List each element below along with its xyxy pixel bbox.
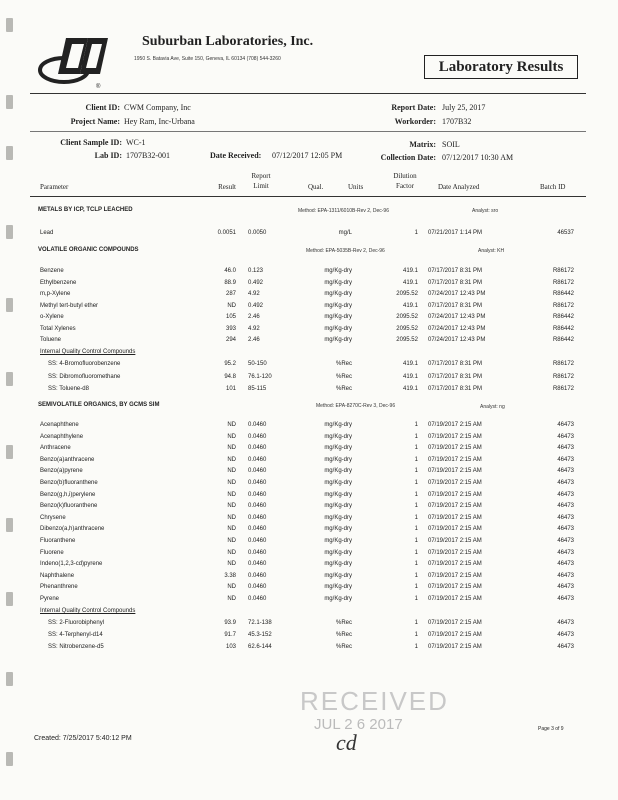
cell-units: mg/Kg-dry <box>324 433 352 440</box>
cell-batch-id: 46473 <box>557 538 574 544</box>
cell-parameter: SS: Toluene-d8 <box>48 386 89 392</box>
cell-parameter: SS: Nitrobenzene-d5 <box>48 644 104 650</box>
cell-result: ND <box>227 445 236 452</box>
cell-result: 0.0051 <box>217 230 236 236</box>
cell-dilution: 1 <box>414 572 418 579</box>
project-name-value: Hey Ram, Inc-Urbana <box>124 117 195 126</box>
table-row <box>0 445 618 457</box>
col-report-limit: Limit <box>253 182 269 190</box>
cell-batch-id: 46473 <box>557 480 574 486</box>
cell-result: ND <box>227 526 236 533</box>
cell-date-analyzed: 07/19/2017 2:15 AM <box>428 526 482 533</box>
date-received-label: Date Received: <box>210 151 262 160</box>
cell-batch-id: 46473 <box>557 549 574 556</box>
qc-row <box>0 386 618 398</box>
cell-units: mg/Kg-dry <box>324 337 352 343</box>
cell-report-limit: 50-150 <box>248 361 267 367</box>
cell-dilution: 1 <box>414 491 418 498</box>
cell-parameter: Pyrene <box>40 596 60 602</box>
cell-parameter: Fluoranthene <box>40 538 76 544</box>
cell-dilution: 1 <box>414 514 418 521</box>
cell-batch-id: 46473 <box>557 526 574 533</box>
qc-row <box>0 620 618 632</box>
page-number: Page 3 of 9 <box>538 726 564 732</box>
cell-report-limit: 0.492 <box>248 302 264 309</box>
cell-batch-id: 46473 <box>557 468 574 475</box>
section-analyst-svoc: Analyst: ng <box>480 404 505 410</box>
cell-parameter: Acenaphthylene <box>40 433 84 440</box>
cell-result: 91.7 <box>224 632 236 638</box>
cell-batch-id: 46473 <box>557 503 574 510</box>
col-qual: Qual. <box>308 183 324 191</box>
cell-report-limit: 45.3-152 <box>248 632 272 638</box>
cell-result: ND <box>227 491 236 498</box>
client-id-value: CWM Company, Inc <box>124 103 191 112</box>
cell-units: mg/Kg-dry <box>324 314 352 320</box>
table-row <box>0 503 618 515</box>
cell-date-analyzed: 07/19/2017 2:15 AM <box>428 584 482 591</box>
cell-report-limit: 0.0460 <box>248 433 267 440</box>
col-dilution-factor: Factor <box>396 182 414 190</box>
cell-batch-id: 46473 <box>557 584 574 591</box>
received-stamp-date: JUL 2 6 2017 <box>314 716 403 733</box>
binder-hole <box>6 146 13 160</box>
cell-date-analyzed: 07/17/2017 8:31 PM <box>428 361 483 367</box>
cell-result: ND <box>227 422 236 428</box>
col-units: Units <box>348 183 364 191</box>
table-row <box>0 434 618 446</box>
binder-hole <box>6 672 13 686</box>
cell-dilution: 1 <box>414 632 418 638</box>
section-method-metals: Method: EPA-1311/6010B-Rev 2, Dec-96 <box>298 208 389 214</box>
binder-hole <box>6 95 13 109</box>
cell-report-limit: 62.6-144 <box>248 644 272 650</box>
divider-rule <box>30 131 586 132</box>
col-report-top: Report <box>251 172 271 180</box>
table-row <box>0 596 618 608</box>
workorder-value: 1707B32 <box>442 117 472 126</box>
cell-dilution: 1 <box>414 538 418 544</box>
table-row <box>0 550 618 562</box>
cell-result: 294 <box>225 337 236 343</box>
cell-parameter: Benzo(k)fluoranthene <box>40 503 98 510</box>
cell-dilution: 419.1 <box>402 373 418 380</box>
table-row <box>0 337 618 349</box>
cell-result: 93.9 <box>224 620 236 626</box>
cell-dilution: 1 <box>414 561 418 568</box>
col-parameter: Parameter <box>40 183 69 191</box>
table-row <box>0 280 618 292</box>
cell-result: 287 <box>225 291 236 297</box>
table-row <box>0 515 618 527</box>
cell-date-analyzed: 07/17/2017 8:31 PM <box>428 268 483 274</box>
cell-date-analyzed: 07/19/2017 2:15 AM <box>428 503 482 510</box>
cell-report-limit: 0.0460 <box>248 596 267 602</box>
cell-report-limit: 0.123 <box>248 268 264 274</box>
cell-report-limit: 0.492 <box>248 279 264 286</box>
cell-date-analyzed: 07/24/2017 12:43 PM <box>428 314 486 320</box>
cell-batch-id: R86172 <box>552 279 574 286</box>
cell-units: mg/Kg-dry <box>324 584 352 591</box>
cell-parameter: Methyl tert-butyl ether <box>40 302 99 309</box>
cell-batch-id: R86172 <box>552 268 574 274</box>
cell-batch-id: R86172 <box>552 386 574 392</box>
cell-dilution: 1 <box>414 433 418 440</box>
cell-batch-id: 46537 <box>557 230 574 236</box>
cell-report-limit: 0.0460 <box>248 491 267 498</box>
cell-dilution: 1 <box>414 596 418 602</box>
cell-result: 393 <box>225 325 236 332</box>
cell-parameter: Naphthalene <box>40 572 75 579</box>
qc-row <box>0 361 618 373</box>
project-name-label: Project Name: <box>70 117 120 126</box>
table-row <box>0 422 618 434</box>
cell-units: mg/Kg-dry <box>324 561 352 568</box>
cell-batch-id: 46473 <box>557 514 574 521</box>
section-analyst-voc: Analyst: KH <box>478 248 505 254</box>
binder-hole <box>6 18 13 32</box>
cell-result: 88.9 <box>224 279 236 286</box>
binder-hole <box>6 752 13 766</box>
cell-report-limit: 0.0460 <box>248 422 267 428</box>
cell-units: mg/Kg-dry <box>324 526 352 533</box>
cell-dilution: 419.1 <box>402 302 418 309</box>
cell-dilution: 1 <box>414 620 418 626</box>
cell-units: mg/Kg-dry <box>324 572 352 579</box>
cell-result: 105 <box>225 314 236 320</box>
cell-units: mg/Kg-dry <box>324 503 352 510</box>
cell-result: 101 <box>225 386 236 392</box>
cell-report-limit: 0.0460 <box>248 514 267 521</box>
cell-date-analyzed: 07/19/2017 2:15 AM <box>428 538 482 544</box>
cell-dilution: 2095.52 <box>396 337 418 343</box>
cell-parameter: Phenanthrene <box>40 584 78 591</box>
cell-batch-id: 46473 <box>557 422 574 428</box>
cell-result: ND <box>227 468 236 475</box>
cell-report-limit: 0.0460 <box>248 456 267 463</box>
section-method-svoc: Method: EPA-8270C-Rev 3, Dec-96 <box>316 403 396 409</box>
cell-units: mg/Kg-dry <box>324 268 352 274</box>
table-header-rule <box>30 196 586 197</box>
matrix-value: SOIL <box>442 140 460 149</box>
cell-batch-id: 46473 <box>557 632 574 638</box>
cell-batch-id: R86172 <box>552 302 574 309</box>
workorder-label: Workorder: <box>394 117 436 126</box>
col-dilution-top: Dilution <box>393 172 417 180</box>
table-row <box>0 230 618 242</box>
cell-batch-id: 46473 <box>557 491 574 498</box>
cell-report-limit: 2.46 <box>248 314 260 320</box>
cell-report-limit: 0.0460 <box>248 503 267 510</box>
cell-result: ND <box>227 538 236 544</box>
table-row <box>0 468 618 480</box>
cell-report-limit: 0.0460 <box>248 572 267 579</box>
cell-report-limit: 0.0460 <box>248 538 267 544</box>
cell-date-analyzed: 07/17/2017 8:31 PM <box>428 373 483 380</box>
cell-date-analyzed: 07/24/2017 12:43 PM <box>428 291 486 297</box>
cell-dilution: 1 <box>414 230 418 236</box>
qc-row <box>0 374 618 386</box>
cell-report-limit: 85-115 <box>248 386 267 392</box>
cell-units: %Rec <box>335 373 352 380</box>
cell-units: mg/Kg-dry <box>324 302 352 309</box>
cell-date-analyzed: 07/19/2017 2:15 AM <box>428 445 482 452</box>
cell-dilution: 1 <box>414 456 418 463</box>
cell-parameter: SS: 4-Bromofluorobenzene <box>48 361 121 367</box>
cell-result: ND <box>227 433 236 440</box>
cell-units: mg/Kg-dry <box>324 549 352 556</box>
table-row <box>0 492 618 504</box>
cell-date-analyzed: 07/21/2017 1:14 PM <box>428 230 483 236</box>
cell-units: mg/Kg-dry <box>324 279 352 286</box>
col-batch-id: Batch ID <box>540 183 566 191</box>
cell-date-analyzed: 07/19/2017 2:15 AM <box>428 456 482 463</box>
cell-units: %Rec <box>335 620 352 626</box>
cell-date-analyzed: 07/17/2017 8:31 PM <box>428 302 483 309</box>
cell-parameter: Lead <box>40 230 54 236</box>
cell-report-limit: 4.92 <box>248 325 260 332</box>
cell-dilution: 1 <box>414 480 418 486</box>
received-stamp: RECEIVED <box>300 686 449 716</box>
cell-date-analyzed: 07/19/2017 2:15 AM <box>428 596 482 602</box>
table-row <box>0 584 618 596</box>
cell-parameter: Benzo(a)anthracene <box>40 456 95 463</box>
qc-row <box>0 632 618 644</box>
date-received-value: 07/12/2017 12:05 PM <box>272 151 343 160</box>
section-method-voc: Method: EPA-5035B-Rev 2, Dec-96 <box>306 248 385 254</box>
col-result: Result <box>218 183 236 191</box>
cell-units: mg/Kg-dry <box>324 325 352 332</box>
handwritten-initials: cd <box>336 730 357 755</box>
cell-dilution: 1 <box>414 644 418 650</box>
cell-parameter: Fluorene <box>40 549 64 556</box>
cell-result: ND <box>227 503 236 510</box>
report-date-value: July 25, 2017 <box>442 103 486 112</box>
cell-units: mg/Kg-dry <box>324 445 352 452</box>
cell-parameter: Benzo(g,h,i)perylene <box>40 491 96 498</box>
cell-dilution: 1 <box>414 422 418 428</box>
cell-parameter: SS: Dibromofluoromethane <box>48 373 121 380</box>
cell-date-analyzed: 07/19/2017 2:15 AM <box>428 572 482 579</box>
cell-batch-id: 46473 <box>557 445 574 452</box>
cell-date-analyzed: 07/19/2017 2:15 AM <box>428 549 482 556</box>
cell-report-limit: 0.0460 <box>248 468 267 475</box>
lab-id-value: 1707B32-001 <box>126 151 170 160</box>
cell-parameter: Acenaphthene <box>40 422 79 428</box>
cell-dilution: 1 <box>414 584 418 591</box>
table-row <box>0 561 618 573</box>
cell-date-analyzed: 07/19/2017 2:15 AM <box>428 561 482 568</box>
table-row <box>0 303 618 315</box>
cell-parameter: Indeno(1,2,3-cd)pyrene <box>40 561 103 568</box>
cell-parameter: Benzene <box>40 268 64 274</box>
cell-result: ND <box>227 584 236 591</box>
cell-parameter: Chrysene <box>40 514 66 521</box>
cell-report-limit: 0.0460 <box>248 584 267 591</box>
report-date-label: Report Date: <box>391 103 436 112</box>
cell-date-analyzed: 07/24/2017 12:43 PM <box>428 325 486 332</box>
cell-dilution: 1 <box>414 526 418 533</box>
section-title-svoc: SEMIVOLATILE ORGANICS, BY GCMS SIM <box>38 402 160 408</box>
cell-parameter: Toluene <box>40 337 62 343</box>
cell-batch-id: 46473 <box>557 572 574 579</box>
client-sample-id-value: WC-1 <box>126 138 146 147</box>
cell-dilution: 2095.52 <box>396 291 418 297</box>
cell-report-limit: 0.0460 <box>248 549 267 556</box>
qc-row <box>0 644 618 656</box>
cell-result: ND <box>227 456 236 463</box>
cell-batch-id: R86442 <box>552 337 574 343</box>
cell-parameter: Ethylbenzene <box>40 279 77 286</box>
header-rule <box>30 93 586 94</box>
matrix-label: Matrix: <box>409 140 436 149</box>
cell-batch-id: 46473 <box>557 596 574 602</box>
cell-batch-id: 46473 <box>557 644 574 650</box>
cell-parameter: Dibenzo(a,h)anthracene <box>40 526 105 533</box>
cell-batch-id: 46473 <box>557 561 574 568</box>
cell-report-limit: 76.1-120 <box>248 373 272 380</box>
table-row <box>0 326 618 338</box>
cell-date-analyzed: 07/19/2017 2:15 AM <box>428 468 482 475</box>
cell-date-analyzed: 07/17/2017 8:31 PM <box>428 386 483 392</box>
cell-parameter: Anthracene <box>40 445 71 452</box>
cell-units: mg/Kg-dry <box>324 291 352 297</box>
cell-units: %Rec <box>335 361 352 367</box>
cell-batch-id: R86442 <box>552 314 574 320</box>
cell-date-analyzed: 07/17/2017 8:31 PM <box>428 279 483 286</box>
client-id-label: Client ID: <box>85 103 120 112</box>
col-date-analyzed: Date Analyzed <box>438 183 480 191</box>
qc-title-svoc: Internal Quality Control Compounds <box>40 608 136 614</box>
cell-date-analyzed: 07/19/2017 2:15 AM <box>428 491 482 498</box>
cell-batch-id: 46473 <box>557 433 574 440</box>
cell-dilution: 419.1 <box>402 386 418 392</box>
cell-units: mg/L <box>338 230 352 236</box>
collection-date-label: Collection Date: <box>380 153 436 162</box>
cell-date-analyzed: 07/19/2017 2:15 AM <box>428 514 482 521</box>
cell-units: mg/Kg-dry <box>324 468 352 475</box>
cell-report-limit: 4.92 <box>248 291 260 297</box>
cell-date-analyzed: 07/19/2017 2:15 AM <box>428 632 482 638</box>
collection-date-value: 07/12/2017 10:30 AM <box>442 153 514 162</box>
cell-units: mg/Kg-dry <box>324 538 352 544</box>
cell-parameter: Total Xylenes <box>40 325 76 332</box>
table-row <box>0 314 618 326</box>
cell-units: %Rec <box>335 644 352 650</box>
cell-parameter: o-Xylene <box>40 314 64 320</box>
cell-result: ND <box>227 514 236 521</box>
company-address: 1950 S. Batavia Ave, Suite 150, Geneva, IL 60134 (708) 544-3260 <box>134 56 281 62</box>
cell-batch-id: R86442 <box>552 325 574 332</box>
cell-date-analyzed: 07/24/2017 12:43 PM <box>428 337 486 343</box>
cell-result: ND <box>227 549 236 556</box>
cell-result: 94.8 <box>224 373 236 380</box>
cell-date-analyzed: 07/19/2017 2:15 AM <box>428 644 482 650</box>
cell-dilution: 2095.52 <box>396 314 418 320</box>
cell-batch-id: R86172 <box>552 373 574 380</box>
cell-result: 3.38 <box>224 572 236 579</box>
cell-parameter: SS: 2-Fluorobiphenyl <box>48 620 105 626</box>
table-row <box>0 291 618 303</box>
document-title: Laboratory Results <box>424 55 578 79</box>
table-row <box>0 457 618 469</box>
qc-title-voc: Internal Quality Control Compounds <box>40 349 136 355</box>
cell-batch-id: 46473 <box>557 620 574 626</box>
cell-result: ND <box>227 302 236 309</box>
cell-result: ND <box>227 480 236 486</box>
cell-dilution: 1 <box>414 445 418 452</box>
cell-dilution: 1 <box>414 468 418 475</box>
table-row <box>0 526 618 538</box>
cell-report-limit: 0.0460 <box>248 445 267 452</box>
lab-id-label: Lab ID: <box>94 151 122 160</box>
cell-units: %Rec <box>335 386 352 392</box>
section-title-voc: VOLATILE ORGANIC COMPOUNDS <box>38 247 139 253</box>
cell-date-analyzed: 07/19/2017 2:15 AM <box>428 422 482 428</box>
cell-units: mg/Kg-dry <box>324 514 352 521</box>
cell-report-limit: 2.46 <box>248 337 260 343</box>
cell-dilution: 419.1 <box>402 268 418 274</box>
cell-result: 95.2 <box>224 361 236 367</box>
cell-batch-id: 46473 <box>557 456 574 463</box>
cell-dilution: 419.1 <box>402 279 418 286</box>
cell-result: 103 <box>225 644 236 650</box>
cell-dilution: 419.1 <box>402 361 418 367</box>
table-row <box>0 538 618 550</box>
company-logo-icon <box>36 30 116 90</box>
cell-report-limit: 0.0460 <box>248 561 267 568</box>
cell-units: mg/Kg-dry <box>324 480 352 486</box>
cell-dilution: 1 <box>414 503 418 510</box>
created-timestamp: Created: 7/25/2017 5:40:12 PM <box>34 735 132 742</box>
cell-date-analyzed: 07/19/2017 2:15 AM <box>428 620 482 626</box>
table-row <box>0 268 618 280</box>
cell-date-analyzed: 07/19/2017 2:15 AM <box>428 433 482 440</box>
cell-batch-id: R86172 <box>552 361 574 367</box>
cell-result: ND <box>227 561 236 568</box>
cell-report-limit: 0.0460 <box>248 526 267 533</box>
cell-date-analyzed: 07/19/2017 2:15 AM <box>428 480 482 486</box>
client-sample-id-label: Client Sample ID: <box>60 138 122 147</box>
cell-result: 46.0 <box>224 268 236 274</box>
cell-report-limit: 0.0050 <box>248 230 267 236</box>
cell-parameter: m,p-Xylene <box>40 291 71 297</box>
cell-report-limit: 0.0460 <box>248 480 267 486</box>
cell-parameter: Benzo(a)pyrene <box>40 468 83 475</box>
company-name: Suburban Laboratories, Inc. <box>142 34 314 49</box>
section-analyst-metals: Analyst: sro <box>472 208 499 214</box>
cell-units: %Rec <box>335 632 352 638</box>
cell-units: mg/Kg-dry <box>324 491 352 498</box>
svg-text:®: ® <box>96 84 101 90</box>
cell-parameter: SS: 4-Terphenyl-d14 <box>48 632 103 638</box>
table-row <box>0 480 618 492</box>
cell-batch-id: R86442 <box>552 291 574 297</box>
cell-units: mg/Kg-dry <box>324 422 352 428</box>
cell-units: mg/Kg-dry <box>324 456 352 463</box>
cell-parameter: Benzo(b)fluoranthene <box>40 480 98 486</box>
cell-dilution: 1 <box>414 549 418 556</box>
cell-units: mg/Kg-dry <box>324 596 352 602</box>
cell-report-limit: 72.1-138 <box>248 620 272 626</box>
cell-result: ND <box>227 596 236 602</box>
section-title-metals: METALS BY ICP, TCLP LEACHED <box>38 207 133 213</box>
table-row <box>0 573 618 585</box>
cell-dilution: 2095.52 <box>396 325 418 332</box>
